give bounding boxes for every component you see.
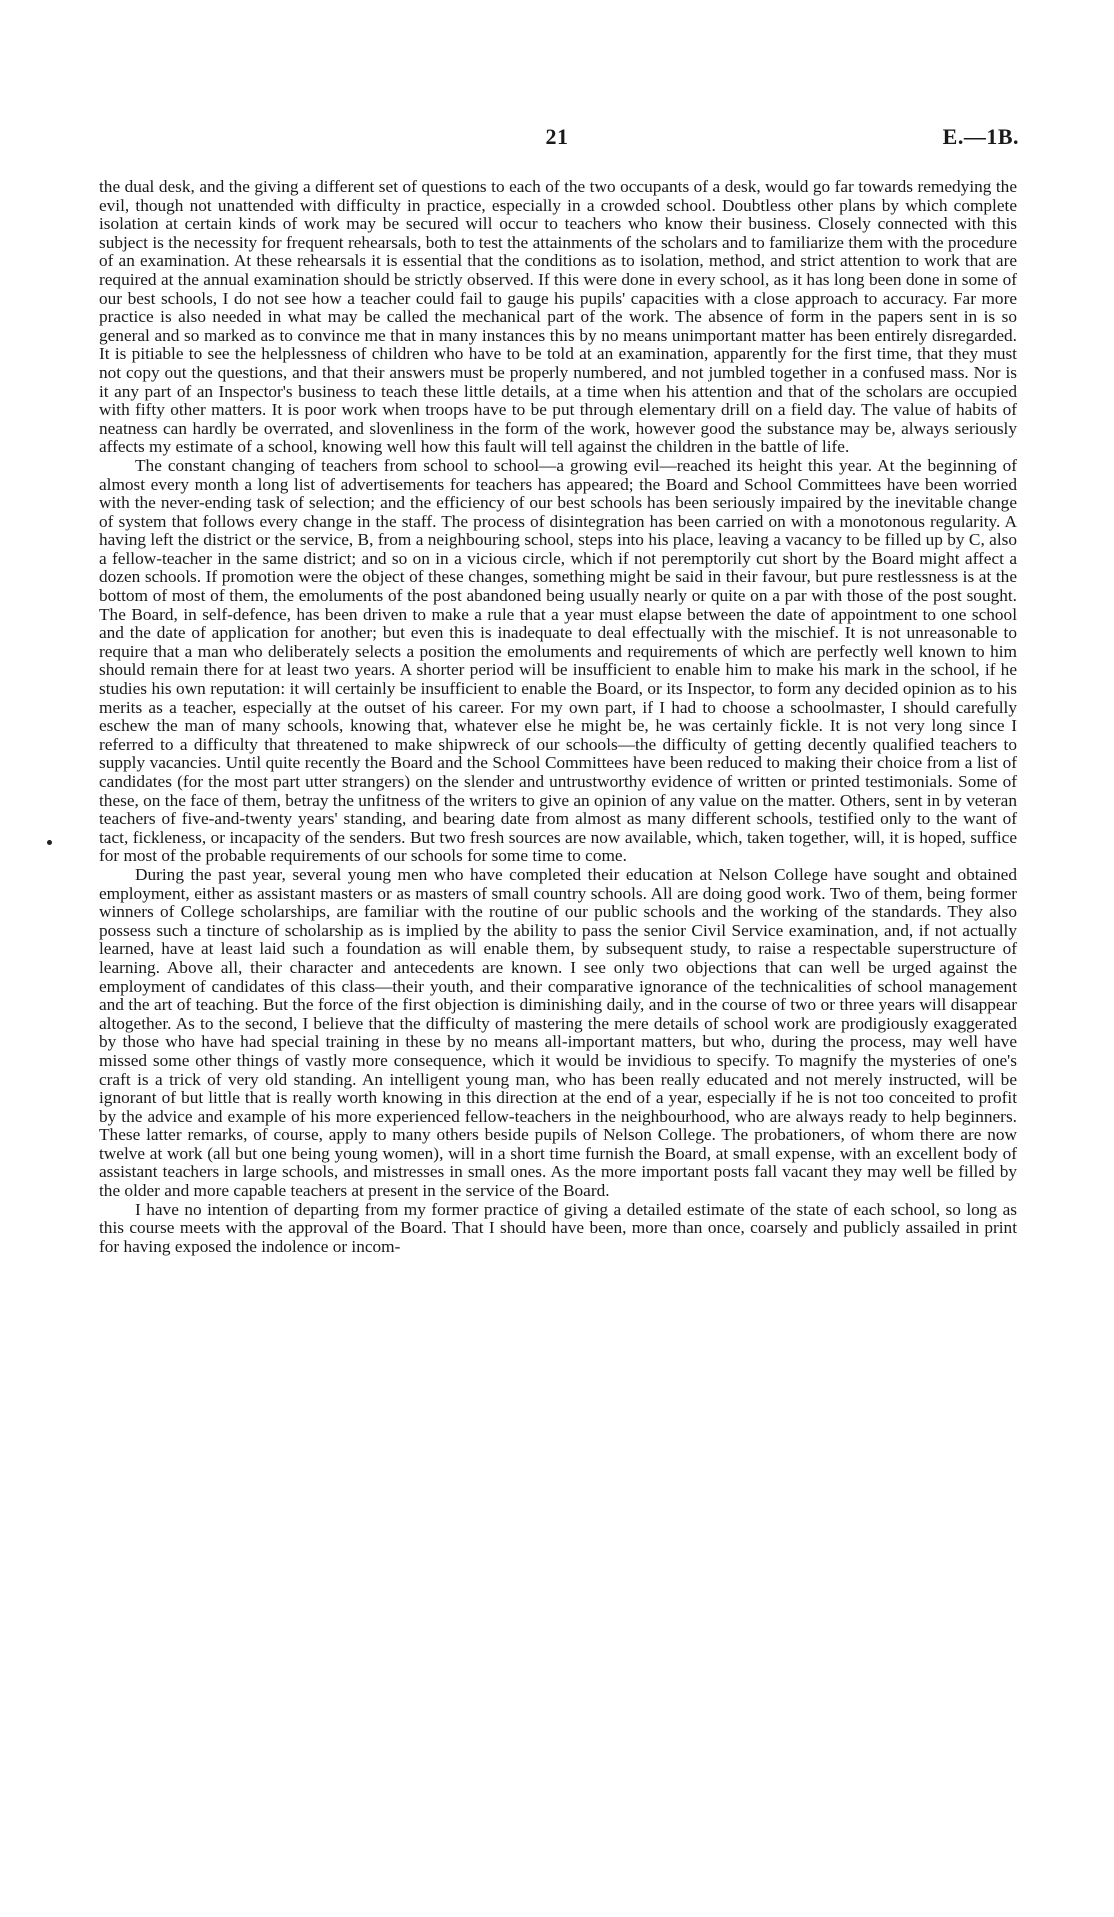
paragraph: I have no intention of departing from my former practice of giving a detailed estimate of the state of each school, so long as this course meets with the approval of the Board. That I should have been, more than once, coarsely and publicly assailed in print for having exposed the indolence or incom- [99, 1199, 1017, 1256]
paragraph: the dual desk, and the giving a different set of questions to each of the two occupants of a desk, would go far towards remedying the evil, though not unattended with difficulty in practice, especially in a crowded school. Doubtless other plans by which complete isolation at certain kinds of work may be secured will occur to teachers who know their business. Closely connected with this subject is the necessity for frequent rehearsals, both to test the attainments of the scholars and to familiarize them with the procedure of an examination. At these rehearsals it is essential that the conditions as to isolation, method, and strict attention to work that are required at the annual examination should be strictly observed. If this were done in every school, as it has long been done in some of our best schools, I do not see how a teacher could fail to gauge his pupils' capacities with a close approach to accuracy. Far more practice is also needed in what may be called the mechanical part of the work. The absence of form in the papers sent in is so general and so marked as to convince me that in many instances this by no means unimportant matter has been entirely disregarded. It is pitiable to see the helplessness of children who have to be told at an examination, apparently for the first time, that they must not copy out the questions, and that their answers must be properly numbered, and not jumbled together in a confused mass. Nor is it any part of an Inspector's business to teach these little details, at a time when his attention and that of the scholars are occupied with fifty other matters. It is poor work when troops have to be put through elementary drill on a field day. The value of habits of neatness can hardly be overrated, and slovenliness in the form of the work, however good the substance may be, always seriously affects my estimate of a school, knowing well how this fault will tell against the children in the battle of life. [99, 177, 1017, 457]
page-number: 21 [545, 124, 569, 149]
document-reference: E.—1B. [942, 124, 1019, 149]
paragraph: During the past year, several young men who have completed their education at Nelson College have sought and obtained employment, either as assistant masters or as masters of small country schools. All are doing good work. Two of them, being former winners of College scholarships, are familiar with the routine of our public schools and the working of the standards. They also possess such a tincture of scholarship as is implied by the ability to pass the senior Civil Service examination, and, if not actually learned, have at least laid such a foundation as will enable them, by subsequent study, to raise a respectable superstructure of learning. Above all, their character and antecedents are known. I see only two objections that can well be urged against the employment of candidates of this class—their youth, and their comparative ignorance of the technicalities of school management and the art of teaching. But the force of the first objection is diminishing daily, and in the course of two or three years will disappear altogether. As to the second, I believe that the difficulty of mastering the mere details of school work are prodigiously exaggerated by those who have had special training in these by no means all-important matters, but who, during the process, may well have missed some other things of vastly more consequence, which it would be invidious to specify. To magnify the mysteries of one's craft is a trick of very old standing. An intelligent young man, who has been really educated and not merely instructed, will be ignorant of but little that is really worth knowing in this direction at the end of a year, especially if he is not too conceited to profit by the advice and example of his more experienced fellow-teachers in the neighbourhood, who are always ready to help beginners. These latter remarks, of course, apply to many others beside pupils of Nelson College. The probationers, of whom there are now twelve at work (all but one being young women), will in a short time furnish the Board, at small expense, with an excellent body of assistant teachers in large schools, and mistresses in small ones. As the more important posts fall vacant they may well be filled by the older and more capable teachers at present in the service of the Board. [99, 864, 1017, 1201]
margin-mark [47, 840, 52, 845]
paragraph: The constant changing of teachers from school to school—a growing evil—reached its height this year. At the beginning of almost every month a long list of advertisements for teachers has appeared; the Board and School Committees have been worried with the never-ending task of selection; and the efficiency of our best schools has been seriously impaired by the inevitable change of system that follows every change in the staff. The process of disintegration has been carried on with a monotonous regularity. A having left the district or the service, B, from a neighbouring school, steps into his place, leaving a vacancy to be filled up by C, also a fellow-teacher in the same district; and so on in a vicious circle, which if not peremptorily cut short by the Board might affect a dozen schools. If promotion were the object of these changes, something might be said in their favour, but pure restlessness is at the bottom of most of them, the emoluments of the post abandoned being usually nearly or quite on a par with those of the post sought. The Board, in self-defence, has been driven to make a rule that a year must elapse between the date of appointment to one school and the date of application for another; but even this is inadequate to deal effectually with the mischief. It is not unreasonable to require that a man who deliberately selects a position the emoluments and requirements of which are perfectly well known to him should remain there for at least two years. A shorter period will be insufficient to enable him to make his mark in the school, if he studies his own reputation: it will certainly be insufficient to enable the Board, or its Inspector, to form any decided opinion as to his merits as a teacher, especially at the outset of his career. For my own part, if I had to choose a schoolmaster, I should carefully eschew the man of many schools, knowing that, whatever else he might be, he was certainly fickle. It is not very long since I referred to a difficulty that threatened to make shipwreck of our schools—the difficulty of getting decently qualified teachers to supply vacancies. Until quite recently the Board and the School Committees have been reduced to making their choice from a list of candidates (for the most part utter strangers) on the slender and untrustworthy evidence of written or printed testimonials. Some of these, on the face of them, betray the unfitness of the writers to give an opinion of any value on the matter. Others, sent in by veteran teachers of five-and-twenty years' standing, and bearing date from almost as many different schools, testified only to the want of tact, fickleness, or incapacity of the senders. But two fresh sources are now available, which, taken together, will, it is hoped, suffice for most of the probable requirements of our schools for some time to come. [99, 455, 1017, 866]
body-text [99, 178, 1017, 1256]
